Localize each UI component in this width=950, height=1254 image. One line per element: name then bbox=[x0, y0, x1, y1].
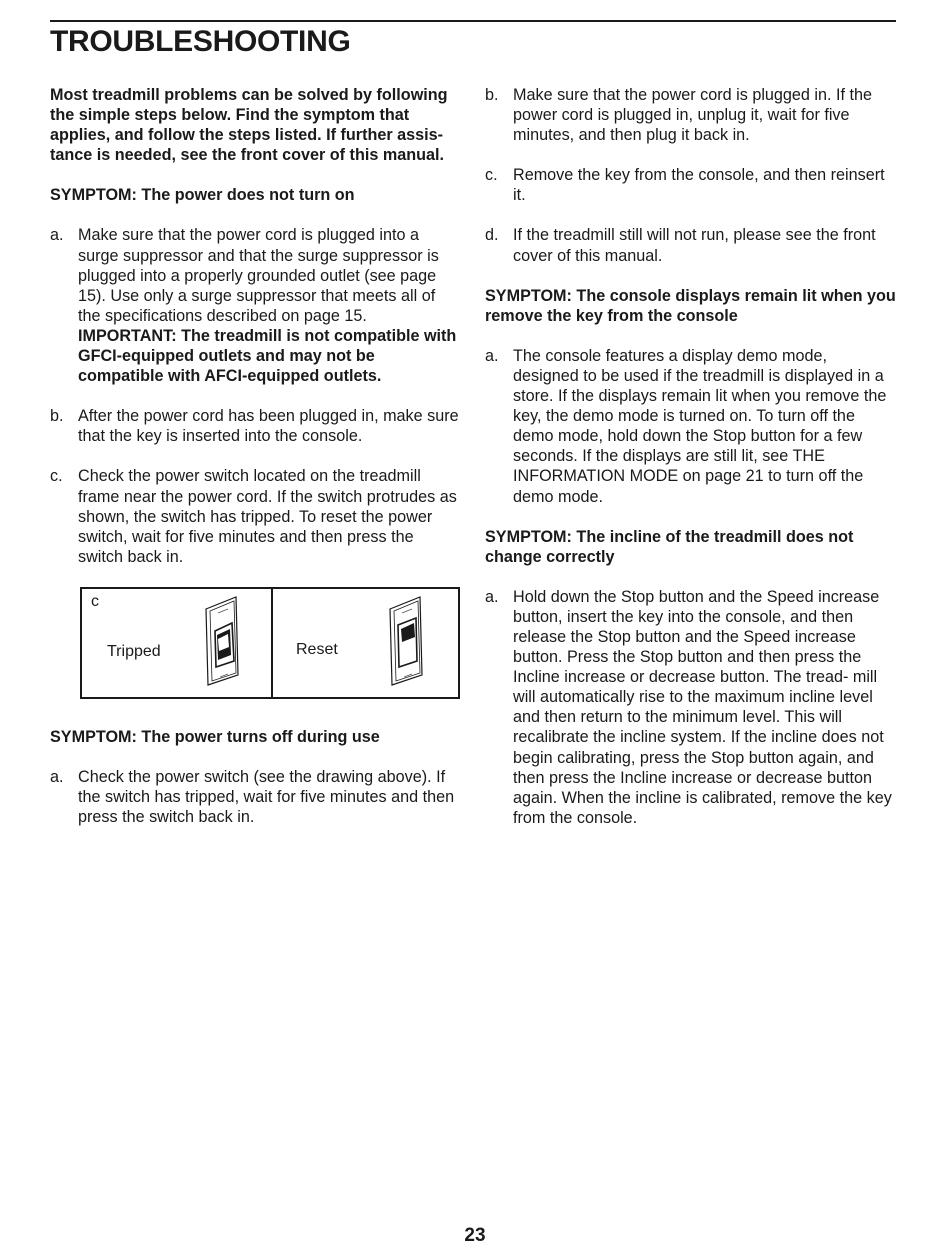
step-letter: a. bbox=[485, 587, 499, 606]
symptom1-step-b2 bbox=[485, 85, 897, 145]
symptom3-step-a bbox=[485, 346, 897, 507]
figure-letter: c bbox=[91, 592, 99, 610]
right-column bbox=[485, 85, 897, 848]
symptom-incline-heading: SYMPTOM: The incline of the treadmill does not change correctly bbox=[485, 527, 854, 566]
tripped-label: Tripped bbox=[107, 642, 161, 660]
intro-paragraph: Most treadmill problems can be solved by following the simple steps below. Find the symptom that applies, and follow the steps listed. If further assis- tance is needed, see the front cover of this manual. bbox=[50, 86, 448, 165]
step-text: If the treadmill still will not run, please see the front cover of this manual. bbox=[513, 226, 876, 265]
step-letter: a. bbox=[50, 226, 64, 245]
step-text: After the power cord has been plugged in, make sure that the key is inserted into the console. bbox=[78, 407, 459, 446]
symptom2-step-a bbox=[50, 767, 462, 827]
symptom1-step-d bbox=[485, 225, 897, 265]
step-letter: c. bbox=[485, 166, 498, 185]
step-text: Make sure that the power cord is plugged in. If the power cord is plugged in, unplug it, wait for five minutes, and then plug it back in. bbox=[513, 86, 873, 145]
step-letter: b. bbox=[50, 407, 64, 426]
power-switch-figure bbox=[80, 587, 460, 699]
step-letter: c. bbox=[50, 467, 63, 486]
step-letter: d. bbox=[485, 226, 499, 245]
symptom-power-not-on-heading: SYMPTOM: The power does not turn on bbox=[50, 186, 355, 205]
step-letter: b. bbox=[485, 86, 499, 104]
reset-switch-icon bbox=[388, 595, 428, 687]
page-title: TROUBLESHOOTING bbox=[50, 25, 351, 58]
step-text: Remove the key from the console, and then reinsert it. bbox=[513, 166, 885, 205]
step-letter: a. bbox=[485, 346, 499, 365]
step-text: The console features a display demo mode, designed to be used if the treadmill is displayed in a store. If the displays remain lit when you remove the key, the demo mode is turned on. To turn off the demo mode, hold down the Stop button for a few seconds. If the displays are still lit, see THE INFORMATION MODE on page 21 to turn off the demo mode. bbox=[513, 346, 887, 506]
tripped-switch-icon bbox=[204, 595, 244, 687]
step-text: Check the power switch (see the drawing above). If the switch has tripped, wait for five minutes and then press the switch back in. bbox=[78, 767, 455, 827]
step-text: Hold down the Stop button and the Speed increase button, insert the key into the console, and then release the Stop button and the Speed increase button. Press the Stop button and then press the Incline increase or decrease button. The tread- mill will automatically rise to the maximum incline level and then return to the minimum level. This will recalibrate the incline system. If the incline does not begin calibrating, press the Stop button again, and then press the Incline increase or decrease button again. When the incline is calibrated, remove the key from the console. bbox=[513, 587, 892, 827]
symptom-console-lit-heading: SYMPTOM: The console displays remain lit when you remove the key from the console bbox=[485, 286, 896, 325]
figure-divider bbox=[271, 589, 273, 697]
symptom-power-turns-off-heading: SYMPTOM: The power turns off during use bbox=[50, 727, 380, 746]
symptom1-step-a bbox=[50, 225, 462, 386]
page-number: 23 bbox=[464, 1225, 486, 1246]
step-text: Check the power switch located on the treadmill frame near the power cord. If the switch protrudes as shown, the switch has tripped. To reset the power switch, wait for five minutes and then press the switch back in. bbox=[78, 467, 457, 566]
symptom4-step-a bbox=[485, 587, 897, 828]
important-note: IMPORTANT: The treadmill is not compatible with GFCI-equipped outlets and may not be compatible with AFCI-equipped outlets. bbox=[78, 326, 457, 386]
left-column bbox=[50, 85, 462, 847]
step-text: Make sure that the power cord is plugged into a surge suppressor and that the surge suppressor is plugged into a properly grounded outlet (see page 15). Use only a surge suppressor that meets all of the specifications described on page 15. bbox=[78, 226, 439, 325]
symptom1-step-c bbox=[50, 466, 462, 566]
reset-label: Reset bbox=[296, 640, 338, 658]
symptom1-step-b bbox=[50, 406, 462, 446]
symptom1-step-c2 bbox=[485, 165, 897, 205]
step-letter: a. bbox=[50, 767, 64, 786]
